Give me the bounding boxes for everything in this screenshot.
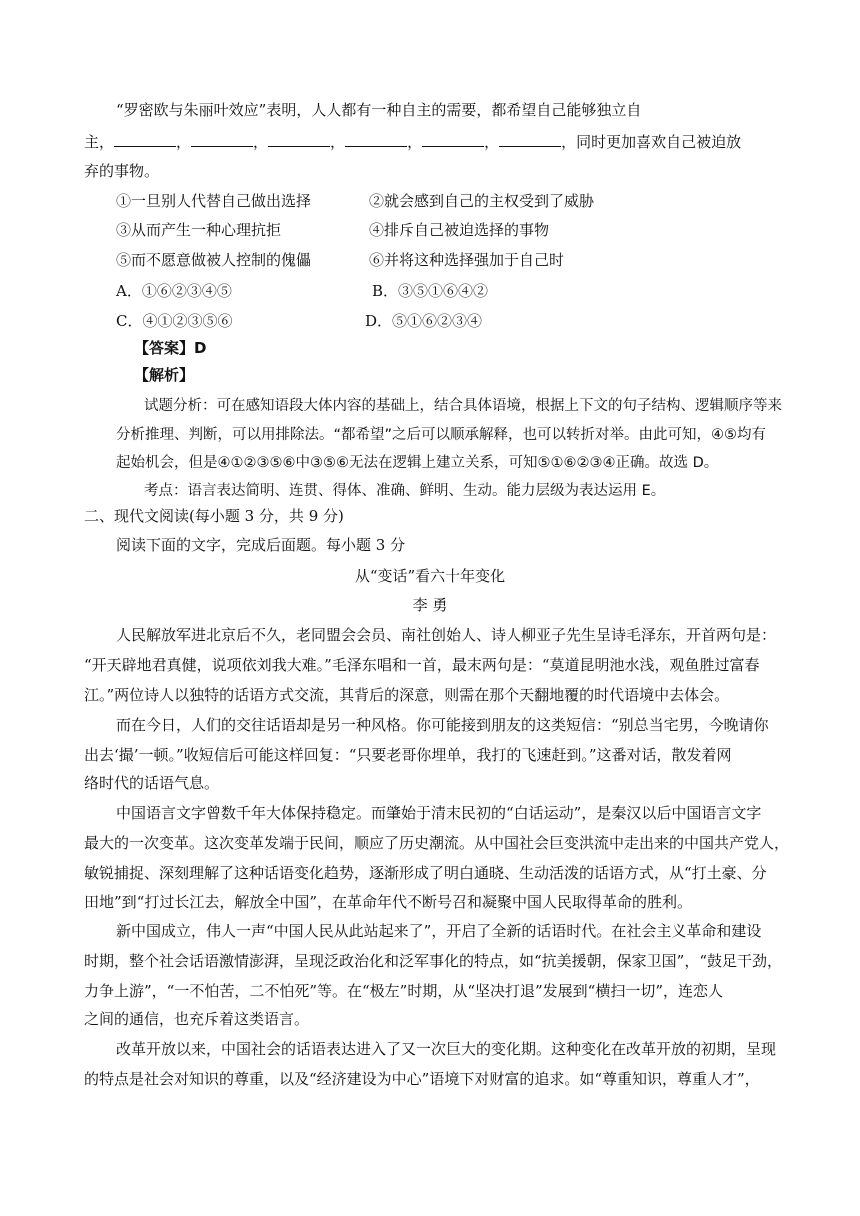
article-line: 力争上游”，“一不怕苦，二不怕死”等。在“极左”时期，从“坚决打退”发展到“横扫一切”，连恋人 [84,982,724,1000]
blank-separator: ， [330,133,346,151]
blank-separator: ， [484,133,500,151]
analysis-line-1: 试题分析：可在感知语段大体内容的基础上，结合具体语境，根据上下文的句子结构、逻辑顺序等来 [144,398,782,414]
article-line: 改革开放以来，中国社会的话语表达进入了又一次巨大的变化期。这种变化在改革开放的初期，呈现 [116,1040,777,1058]
article-line: 之间的通信，也充斥着这类语言。 [84,1010,310,1028]
stem-suffix: ，同时更加喜欢自己被迫放 [561,133,742,151]
blank-separator: ， [176,133,192,151]
item-3: ③从而产生一种心理抗拒 [116,221,282,239]
article-line: 田地”到“打过长江去，解放全中国”，在革命年代不断号召和凝聚中国人民取得革命的胜利。 [84,893,693,911]
section-instruction: 阅读下面的文字，完成后面题。每小题 3 分 [116,536,406,554]
blank-separator: ， [253,133,269,151]
kaodian-line: 考点：语言表达简明、连贯、得体、准确、鲜明、生动。能力层级为表达运用 E。 [144,483,666,499]
article-author: 李 勇 [412,596,448,614]
article-line: 最大的一次变革。这次变革发端于民间，顺应了历史潮流。从中国社会巨变洪流中走出来的中国共产党人， [84,834,790,852]
item-1: ①一旦别人代替自己做出选择 [116,192,312,210]
item-6: ⑥并将这种选择强加于自己时 [369,251,565,269]
option-a: A．①⑥②③④⑤ [116,282,232,300]
analysis-line-3: 起始机会，但是④①②③⑤⑥中③⑤⑥无法在逻辑上建立关系，可知⑤①⑥②③④正确。故选 D。 [116,455,719,471]
answer-blank [268,132,330,147]
article-line: 中国语言文字曾数千年大体保持稳定。而肇始于清末民初的“白话运动”，是秦汉以后中国语言文字 [116,804,762,822]
analysis-label: 【解析】 [134,366,195,384]
blank-separator: ， [407,133,423,151]
article-line: 敏锐捕捉、深刻理解了这种话语变化趋势，逐渐形成了明白通晓、生动活泼的话语方式，从“打土豪、分 [84,864,767,882]
option-b: B．③⑤①⑥④② [372,282,489,300]
article-line: 时期，整个社会话语激情澎湃，呈现泛政治化和泛军事化的特点，如“抗美援朝，保家卫国”，“鼓足干劲， [84,952,783,970]
article-line: 江。”两位诗人以独特的话语方式交流，其背后的深意，则需在那个天翻地覆的时代语境中去体会。 [84,686,730,704]
article-line: 新中国成立，伟人一声“中国人民从此站起来了”，开启了全新的话语时代。在社会主义革命和建设 [116,922,762,940]
option-c: C．④①②③⑤⑥ [116,312,233,330]
item-4: ④排斥自己被迫选择的事物 [369,221,550,239]
answer-blank [114,132,176,147]
article-title: 从“变话”看六十年变化 [354,567,506,585]
answer-blanks [114,131,561,153]
section-heading: 二、现代文阅读(每小题 3 分，共 9 分) [84,507,344,525]
article-line: “开天辟地君真健，说项依刘我大难。”毛泽东唱和一首，最末两句是：“莫道昆明池水浅，观鱼胜过富春 [84,656,760,674]
article-line: 而在今日，人们的交往话语却是另一种风格。你可能接到朋友的这类短信：“别总当宅男，今晚请你 [116,716,769,734]
item-2: ②就会感到自己的主权受到了威胁 [369,192,595,210]
answer-blank [345,132,407,147]
answer-blank [499,132,561,147]
option-d: D．⑤①⑥②③④ [365,312,483,330]
article-line: 的特点是社会对知识的尊重，以及“经济建设为中心”语境下对财富的追求。如“尊重知识，尊重人才”， [84,1070,760,1088]
answer-blank [191,132,253,147]
question-stem-line-3: 弃的事物。 [84,162,160,180]
article-line: 络时代的话语气息。 [84,774,220,792]
stem-prefix: 主， [84,133,115,151]
question-stem-line-1: “罗密欧与朱丽叶效应”表明，人人都有一种自主的需要，都希望自己能够独立自 [116,101,642,119]
question-stem-line-2 [84,131,741,153]
article-line: 人民解放军进北京后不久，老同盟会会员、南社创始人、诗人柳亚子先生呈诗毛泽东，开首两句是： [116,626,777,644]
answer-label: 【答案】D [134,339,207,357]
article-line: 出去‘撮’一顿。”收短信后可能这样回复：“只要老哥你埋单，我打的飞速赶到。”这番对话，散发着网 [84,746,732,764]
answer-blank [422,132,484,147]
analysis-line-2: 分析推理、判断，可以用排除法。“都希望”之后可以顺承解释，也可以转折对举。由此可知，④⑤均有 [116,427,767,443]
item-5: ⑤而不愿意做被人控制的傀儡 [116,251,312,269]
